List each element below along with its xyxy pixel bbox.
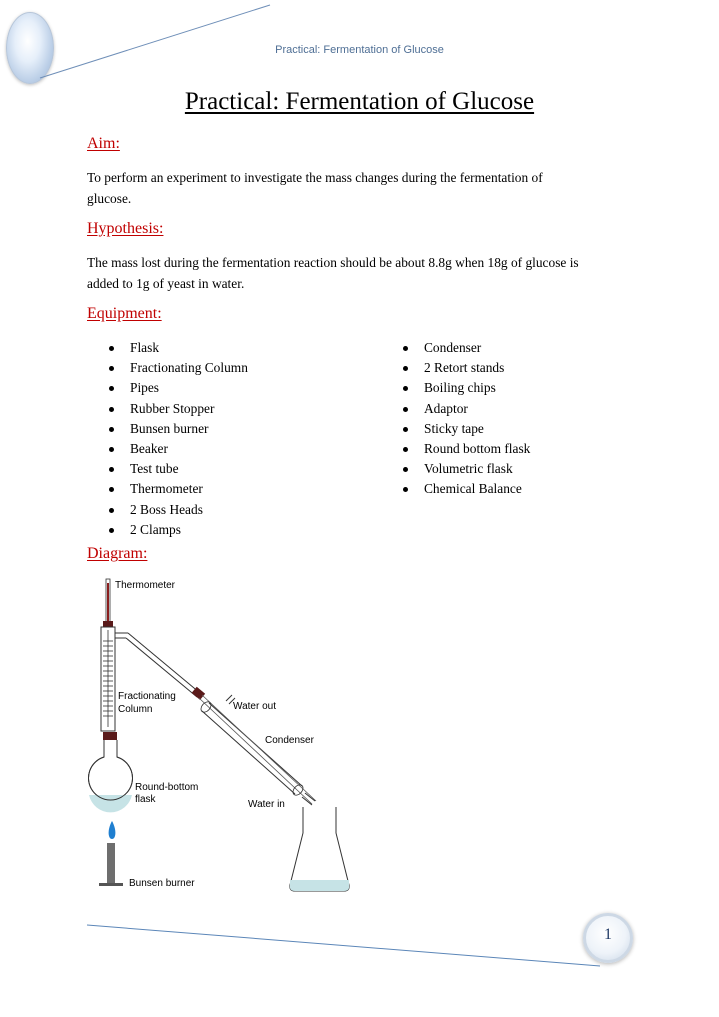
equipment-heading: Equipment: bbox=[87, 305, 162, 322]
label-fractionating: Fractionating bbox=[118, 691, 176, 702]
list-item: Adaptor bbox=[402, 399, 530, 419]
list-item: Flask bbox=[108, 338, 248, 358]
page-number: 1 bbox=[604, 926, 612, 943]
list-item: 2 Boss Heads bbox=[108, 500, 248, 520]
equipment-list-right bbox=[402, 338, 530, 500]
diagram-heading: Diagram: bbox=[87, 545, 148, 562]
label-column: Column bbox=[118, 704, 153, 715]
list-item: Bunsen burner bbox=[108, 419, 248, 439]
label-thermometer: Thermometer bbox=[115, 580, 176, 591]
condenser-joint bbox=[192, 687, 206, 700]
list-item: Condenser bbox=[402, 338, 530, 358]
hypothesis-line-2: added to 1g of yeast in water. bbox=[87, 276, 245, 291]
round-bottom-flask bbox=[89, 732, 133, 812]
hypothesis-text bbox=[87, 252, 632, 294]
equipment-list-left bbox=[108, 338, 248, 540]
list-item: Chemical Balance bbox=[402, 479, 530, 499]
side-arm-tube bbox=[115, 633, 200, 697]
distillation-apparatus-diagram bbox=[80, 575, 370, 900]
page-title: Practical: Fermentation of Glucose bbox=[184, 88, 535, 115]
label-round-bottom: Round-bottom bbox=[135, 782, 199, 793]
list-item: Boiling chips bbox=[402, 378, 530, 398]
aim-heading: Aim: bbox=[87, 135, 120, 152]
label-water-in: Water in bbox=[248, 799, 285, 810]
aim-line-1: To perform an experiment to investigate the mass changes during the fermentation of bbox=[87, 170, 543, 185]
list-item: 2 Retort stands bbox=[402, 358, 530, 378]
list-item: Rubber Stopper bbox=[108, 399, 248, 419]
label-bunsen-burner: Bunsen burner bbox=[129, 878, 195, 889]
running-header: Practical: Fermentation of Glucose bbox=[275, 44, 444, 56]
list-item: Test tube bbox=[108, 459, 248, 479]
bunsen-burner-icon bbox=[99, 843, 123, 886]
list-item: Volumetric flask bbox=[402, 459, 530, 479]
aim-line-2: glucose. bbox=[87, 191, 132, 206]
list-item: Fractionating Column bbox=[108, 358, 248, 378]
label-condenser: Condenser bbox=[265, 735, 314, 746]
list-item: Thermometer bbox=[108, 479, 248, 499]
flame-icon bbox=[109, 821, 116, 839]
aim-text bbox=[87, 167, 632, 209]
list-item: Sticky tape bbox=[402, 419, 530, 439]
hypothesis-line-1: The mass lost during the fermentation reaction should be about 8.8g when 18g of glucose is bbox=[87, 255, 579, 270]
list-item: 2 Clamps bbox=[108, 520, 248, 540]
list-item: Round bottom flask bbox=[402, 439, 530, 459]
list-item: Beaker bbox=[108, 439, 248, 459]
list-item: Pipes bbox=[108, 378, 248, 398]
label-flask: flask bbox=[135, 794, 156, 805]
label-water-out: Water out bbox=[233, 701, 276, 712]
conical-flask bbox=[290, 807, 349, 891]
hypothesis-heading: Hypothesis: bbox=[87, 220, 164, 237]
fractionating-column bbox=[101, 627, 115, 731]
